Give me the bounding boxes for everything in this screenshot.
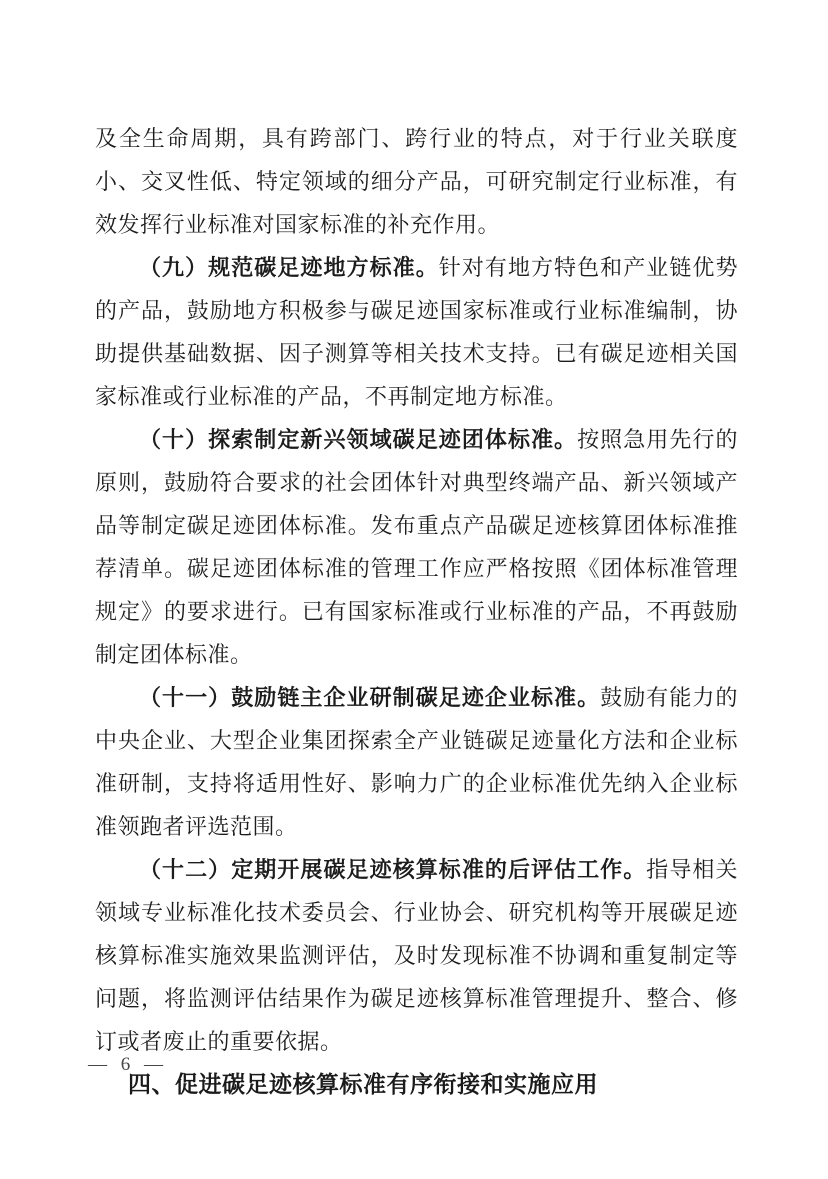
paragraph-lead: （十）探索制定新兴领域碳足迹团体标准。 [139, 427, 578, 452]
paragraph [95, 418, 738, 676]
paragraph [95, 676, 738, 848]
paragraph-text: 及全生命周期，具有跨部门、跨行业的特点，对于行业关联度小、交叉性低、特定领域的细分产品，可研究制定行业标准，有效发挥行业标准对国家标准的补充作用。 [95, 126, 738, 237]
paragraph-text: 指导相关领域专业标准化技术委员会、行业协会、研究机构等开展碳足迹核算标准实施效果监测评估，及时发现标准不协调和重复制定等问题，将监测评估结果作为碳足迹核算标准管理提升、整合、修订或者废止的重要依据。 [95, 857, 738, 1054]
page-number: — 6 — [88, 1054, 163, 1075]
paragraph-lead: （十二）定期开展碳足迹核算标准的后评估工作。 [139, 857, 647, 882]
paragraph [95, 848, 738, 1063]
paragraph-lead: （九）规范碳足迹地方标准。 [139, 255, 439, 280]
page-body [95, 117, 738, 1106]
paragraph-lead: （十一）鼓励链主企业研制碳足迹企业标准。 [139, 685, 601, 710]
paragraph-text: 鼓励有能力的中央企业、大型企业集团探索全产业链碳足迹量化方法和企业标准研制，支持将适用性好、影响力广的企业标准优先纳入企业标准领跑者评选范围。 [95, 685, 738, 839]
paragraph [95, 246, 738, 418]
paragraph-text: 按照急用先行的原则，鼓励符合要求的社会团体针对典型终端产品、新兴领域产品等制定碳足迹团体标准。发布重点产品碳足迹核算团体标准推荐清单。碳足迹团体标准的管理工作应严格按照《团体标准管理规定》的要求进行。已有国家标准或行业标准的产品，不再鼓励制定团体标准。 [95, 427, 738, 667]
section-heading: 四、促进碳足迹核算标准有序衔接和实施应用 [128, 1071, 598, 1097]
paragraph [95, 117, 738, 246]
paragraph-text: 针对有地方特色和产业链优势的产品，鼓励地方积极参与碳足迹国家标准或行业标准编制，协助提供基础数据、因子测算等相关技术支持。已有碳足迹相关国家标准或行业标准的产品，不再制定地方标准。 [95, 255, 738, 409]
